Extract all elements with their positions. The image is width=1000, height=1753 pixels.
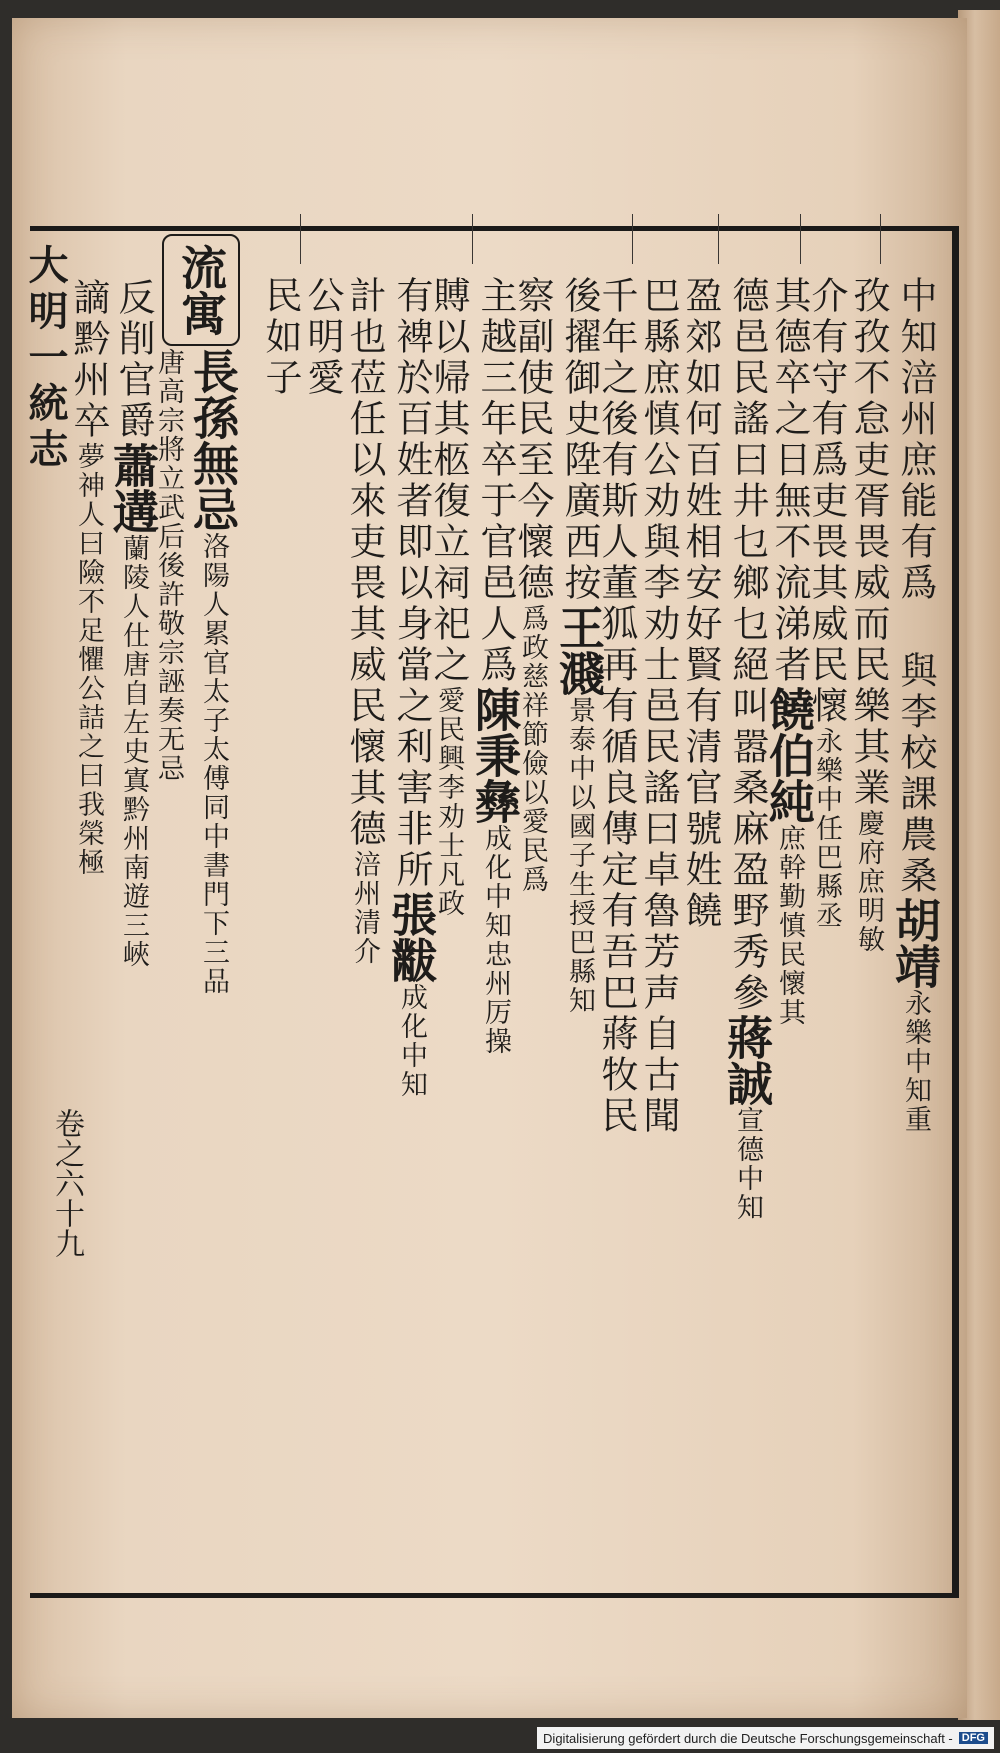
column-note: 洛陽人累官太子太傅同中書門下三品 (198, 532, 229, 996)
person-name: 胡靖 (888, 897, 942, 989)
column-text: 後擢御史陞廣西按 (558, 276, 601, 604)
column-note: 永樂中知重 (900, 989, 931, 1134)
column-rule (472, 214, 473, 264)
columns-column (595, 276, 638, 1137)
column-note: 景泰中以國子生授巴縣知 (564, 696, 595, 1015)
column-text: 孜孜不怠吏胥畏威而民樂其業 (847, 276, 890, 809)
person-name: 饒伯純 (762, 686, 816, 824)
columns-column (762, 276, 816, 1027)
column-text: 察副使民至今懷德 (511, 276, 554, 604)
columns-column (384, 276, 438, 1099)
columns-column (847, 276, 890, 954)
columns-column (888, 276, 942, 1134)
left_columns-column (67, 278, 110, 877)
column-text: 賻以帰其柩復立祠祀之 (427, 276, 470, 686)
column-text: 介有守有爲吏畏其威民懷 (805, 276, 848, 727)
column-text: 其德卒之日無不流涕者 (768, 276, 811, 686)
column-note: 成化中知 (396, 983, 427, 1099)
person-name: 蕭遘 (106, 442, 160, 534)
column-note: 愛民興李劝士凡政 (433, 686, 464, 918)
column-text: 計也莅任以來吏畏其威民懷其德 (343, 276, 386, 850)
side-volume: 卷之六十九 (49, 1108, 84, 1258)
column-rule (718, 214, 719, 264)
column-rule (880, 214, 881, 264)
column-rule (300, 214, 301, 264)
person-name: 王濺 (552, 604, 606, 696)
column-note: 慶府庶明敏 (853, 809, 884, 954)
column-text: 主越三年卒于官邑人爲 (474, 276, 517, 686)
column-note: 宣德中知 (732, 1106, 763, 1222)
person-name: 長孫無忌 (186, 348, 240, 532)
column-text: 千年之後有斯人董狐再有循良傳定有吾巴蔣牧民 (595, 276, 638, 1137)
section-label: 流寓 (162, 234, 240, 346)
footer-credit (537, 1727, 994, 1749)
columns-column (552, 276, 606, 1015)
columns-column (679, 276, 722, 932)
column-text: 盈郊如何百姓相安好賢有清官號姓饒 (679, 276, 722, 932)
column-rule (800, 214, 801, 264)
footer-text: Digitalisierung gefördert durch die Deutsche Forschungsgemeinschaft - (543, 1730, 953, 1746)
column-note: 庶幹勤慎民懷其 (774, 824, 805, 1027)
column-text: 公明愛 (301, 276, 344, 399)
person-name: 陳秉彝 (468, 686, 522, 824)
column-text: 民如子 (259, 276, 302, 399)
columns-column (427, 276, 470, 918)
columns-column (259, 276, 302, 399)
left_columns-column (186, 348, 240, 996)
book-page (12, 18, 967, 1718)
column-note: 蘭陵人仕唐自左史寘黔州南遊三峽 (118, 534, 149, 969)
side-title: 大明一統志 (22, 244, 69, 474)
column-text: 德邑民謠曰井乜鄉乜絕叫嚣桑麻盈野秀參 (726, 276, 769, 1014)
dfg-logo: DFG (959, 1732, 988, 1744)
column-text: 中知涪州庶能有爲 與李校課農桑 (894, 276, 937, 897)
columns-column (720, 276, 774, 1222)
columns-column (343, 276, 386, 966)
columns-column (468, 276, 522, 1056)
column-note: 永樂中任巴縣丞 (811, 727, 842, 930)
column-text: 謫黔州卒 (67, 278, 110, 442)
columns-column (637, 276, 680, 1137)
person-name: 張黻 (384, 891, 438, 983)
column-text: 巴縣庶慎公劝與李劝士邑民謠曰卓魯芳声自古聞 (637, 276, 680, 1137)
column-rule (632, 214, 633, 264)
columns-column (805, 276, 848, 930)
columns-column (301, 276, 344, 399)
column-note: 唐高宗將立武后後許敬宗誣奏无忌 (153, 348, 184, 783)
person-name: 蔣誠 (720, 1014, 774, 1106)
column-text: 反削官爵 (112, 278, 155, 442)
column-text: 有裨於百姓者即以身當之利害非所 (390, 276, 433, 891)
column-note: 爲政慈祥節儉以愛民爲 (517, 604, 548, 894)
column-note: 成化中知忠州厉操 (480, 824, 511, 1056)
left_columns-column (106, 278, 160, 969)
column-note: 涪州清介 (349, 850, 380, 966)
column-note: 夢神人曰險不足懼公詰之曰我榮極 (73, 442, 104, 877)
